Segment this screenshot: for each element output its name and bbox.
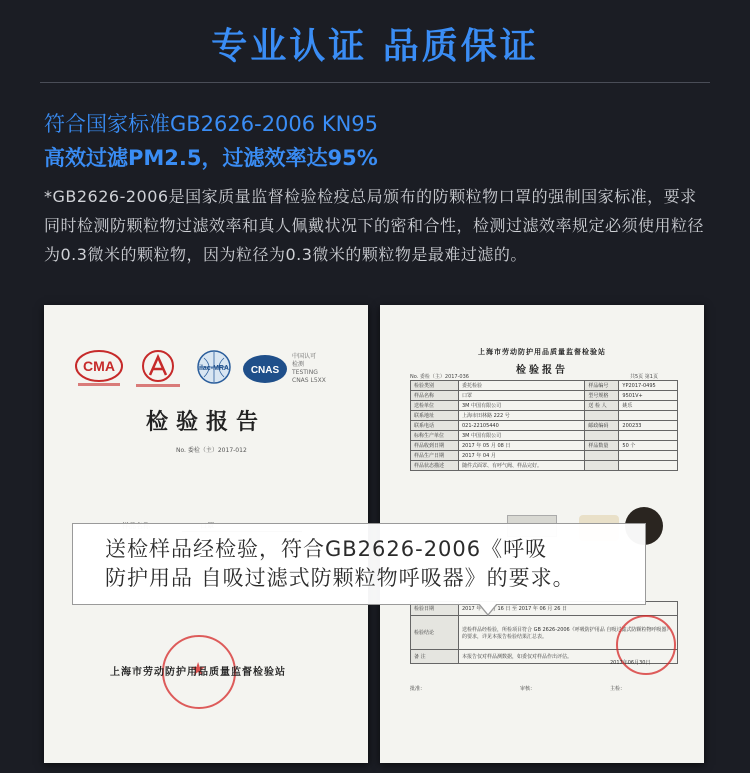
report-table-cell: 200233	[619, 421, 678, 431]
report-table-cell: 备 注	[411, 650, 459, 664]
report-table-cell	[585, 451, 619, 461]
report-table-cell: 邮政编码	[585, 421, 619, 431]
report-info-table	[410, 380, 678, 471]
certification-logos	[74, 349, 344, 397]
report-table-cell: 口罩	[459, 391, 585, 401]
tester-label: 主检：	[610, 686, 626, 692]
report-table-cell: 021-22105440	[459, 421, 585, 431]
red-seal-stamp	[616, 615, 676, 675]
report-table-cell: 样品状态描述	[411, 461, 459, 471]
report-table-cell: 委托检验	[459, 381, 585, 391]
report-table-cell: 9501V+	[619, 391, 678, 401]
report-number: No. 委检（主）2017-012	[176, 447, 247, 454]
report-table-cell: 检验日期	[411, 602, 459, 616]
report-table-cell: 样品数量	[585, 441, 619, 451]
ilac-logo-icon	[192, 349, 236, 389]
cnas-text: CNAS	[250, 365, 280, 376]
report-table-cell: 本报告仅对样品测数据，如委仅对样品作出评估。	[459, 650, 678, 664]
approver-label: 批准：	[410, 686, 426, 692]
report-table-row	[411, 411, 678, 421]
report-table-cell	[585, 411, 619, 421]
report-table-cell: 送检样品经检验，所检项目符合 GB 2626-2006《呼吸防护用品 自吸过滤式防颗粒物呼吸器》的要求，详见本报告检验结果汇总表。	[459, 616, 678, 650]
report-table-cell: 样品名称	[411, 391, 459, 401]
report-table-cell: 联系电话	[411, 421, 459, 431]
report-table-cell: 样品编号	[585, 381, 619, 391]
report-table-cell: 检验结论	[411, 616, 459, 650]
report-table-cell	[585, 461, 619, 471]
report-table-cell: 送 检 人	[585, 401, 619, 411]
report-table-cell	[619, 411, 678, 421]
report-table-cell: 标称生产单位	[411, 431, 459, 441]
report-table-row	[411, 431, 678, 441]
report-table-cell: 2017 年 05 月 08 日	[459, 441, 585, 451]
report-table-row	[411, 401, 678, 411]
report-table-row	[411, 461, 678, 471]
standard-description: *GB2626-2006是国家质量监督检验检疫总局颁布的防颗粒物口罩的强制国家标准，要求同时检测防颗粒物过滤效率和真人佩戴状况下的密和合性，检测过滤效率规定必须使用粒径为0.3微米的颗粒物，因为粒径为0.3微米的颗粒物是最难过滤的。	[44, 187, 705, 264]
report-table-cell	[585, 431, 619, 441]
report-title: 检验报告	[516, 365, 568, 376]
report-table-cell: 姚乐	[619, 401, 678, 411]
conclusion-callout	[72, 523, 646, 605]
divider	[40, 82, 710, 83]
cma-text: CMA	[83, 358, 115, 374]
report-number: No. 委检（主）2017-036	[410, 374, 469, 380]
inspection-station-name: 上海市劳动防护用品质量监督检验站	[478, 347, 606, 356]
page-indicator: 共5页 第1页	[630, 374, 658, 380]
sign-date: 2017年06月30日	[610, 660, 651, 666]
report-table-cell: 3M 中国有限公司	[459, 431, 585, 441]
report-table-cell: 3M 中国有限公司	[459, 401, 585, 411]
report-table-cell: 联系地址	[411, 411, 459, 421]
report-table-cell: 型号规格	[585, 391, 619, 401]
report-table-cell: 2017 年 05 月 16 日 至 2017 年 06 月 26 日	[459, 602, 678, 616]
callout-pointer	[478, 604, 498, 616]
report-table-cell: 检验类别	[411, 381, 459, 391]
cnas-caption	[292, 353, 342, 385]
cnas-caption-line: 检测	[292, 361, 305, 368]
inspection-station-name: 上海市劳动防护用品质量监督检验站	[110, 667, 286, 678]
report-table-row	[411, 381, 678, 391]
callout-line: 防护用品 自吸过滤式防颗粒物呼吸器》的要求。	[105, 566, 575, 590]
report-table-cell: 样品生产日期	[411, 451, 459, 461]
report-table-cell: 上海市田林路 222 号	[459, 411, 585, 421]
report-table-cell: 2017 年 04 月	[459, 451, 585, 461]
standard-line: 符合国家标准GB2626-2006 KN95	[44, 112, 379, 136]
ca-logo-icon	[132, 349, 184, 389]
report-table-cell	[619, 461, 678, 471]
report-table-row	[411, 421, 678, 431]
report-table-row	[411, 441, 678, 451]
report-table-cell: 随件式面罩、有呼气阀、样品完好。	[459, 461, 585, 471]
page-title: 专业认证 品质保证	[211, 26, 539, 67]
report-table-cell	[619, 451, 678, 461]
report-table-cell: 送检单位	[411, 401, 459, 411]
callout-line: 送检样品经检验，符合GB2626-2006《呼吸	[105, 537, 548, 561]
report-table-cell	[619, 431, 678, 441]
report-table-cell: 样品收到日期	[411, 441, 459, 451]
reviewer-label: 审核：	[520, 686, 536, 692]
cnas-logo-icon	[242, 353, 288, 385]
report-table-cell: 50 个	[619, 441, 678, 451]
report-table-row	[411, 391, 678, 401]
report-title: 检验报告	[145, 409, 266, 435]
ilac-text: ilac-MRA	[199, 365, 229, 372]
cnas-caption-line: CNAS L5XX	[292, 377, 326, 384]
cnas-caption-line: TESTING	[292, 369, 318, 376]
filtration-line: 高效过滤PM2.5，过滤效率达95%	[44, 146, 378, 170]
cma-logo-icon	[74, 349, 124, 389]
report-table-cell: YP2017-0495	[619, 381, 678, 391]
cnas-caption-line: 中国认可	[292, 353, 317, 360]
report-table-row	[411, 451, 678, 461]
